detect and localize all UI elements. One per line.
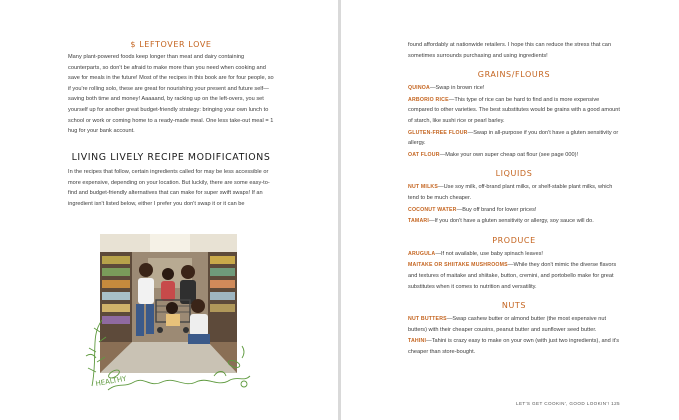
arugula-text: —If not available, use baby spinach leaves! — [435, 250, 543, 257]
coconut-water-term: COCONUT WATER — [408, 206, 457, 213]
tamari-text: —If you don't have a gluten sensitivity or allergy, soy sauce will do. — [428, 218, 594, 225]
gluten-free-flour-entry — [408, 128, 620, 149]
modifications-section — [68, 152, 274, 209]
nut-butters-term: NUT BUTTERS — [408, 316, 447, 323]
modifications-paragraph: In the recipes that follow, certain ingredients called for may be less accessible or more expensive, depending on your location. But luckily, there are some easy-to-find and budget-friendly alternatives that can make for super swift swaps! If an ingredient isn't listed below, either I prefer you don't swap it or it can be — [68, 169, 270, 207]
liquids-heading: LIQUIDS — [495, 169, 533, 179]
left-page — [0, 0, 338, 420]
nut-milks-term: NUT MILKS — [408, 184, 439, 191]
arborio-rice-entry — [408, 95, 620, 127]
tahini-entry — [408, 336, 620, 357]
mushrooms-term: MAITAKE OR SHIITAKE MUSHROOMS — [408, 262, 508, 269]
arborio-rice-text: —This type of rice can be hard to find and is more expensive compared to other varieties. The best substitutes would be grains with a good amount of starch, like sushi rice or pearl barley. — [408, 96, 620, 124]
nut-milks-entry — [408, 182, 620, 203]
gluten-free-flour-text: —Swap in all-purpose if you don't have a gluten sensitivity or allergy. — [408, 129, 619, 147]
grains-flours-heading: GRAINS/FLOURS — [477, 70, 551, 80]
oat-flour-entry — [408, 150, 620, 161]
healthy-doodle-text: HEALTHY — [94, 374, 128, 388]
nut-butters-text: —Swap cashew butter or almond butter (the most expensive nut butters) with their cheaper cousins, peanut butter and sunflower seed butter. — [408, 316, 607, 333]
oat-flour-term: OAT FLOUR — [408, 151, 440, 158]
nuts-heading: NUTS — [501, 301, 527, 311]
coconut-water-text: —Buy off brand for lower prices! — [456, 206, 537, 213]
mushrooms-text: —While they don't mimic the diverse flavors and textures of maitake and shiitake, button, cremini, and portobello make for great substitutes when it comes to nutrition and versatility. — [408, 262, 617, 290]
leftover-love-paragraph: Many plant-powered foods keep longer than meat and dairy containing counterparts, so don't be afraid to make more than you need when cooking and save for meals in the future! Most of the recipes in this book are for four people, so if you're rolling solo, these are great for nourishing your present and future self—saving both time and money! Aaaaand, by racking up on the left-overs, you set yourself up for another great budget-friendly strategy: bringing your own lunch to school or work or coming home to a ready-made meal. One less take-out meal = 1 hug for your bank account. — [68, 54, 274, 135]
healthy-doodle-illustration — [84, 316, 256, 394]
arugula-entry — [408, 249, 620, 260]
arugula-term: ARUGULA — [408, 250, 436, 257]
continued-paragraph: found affordably at nationwide retailers. I hope this can reduce the stress that can sometimes surrounds purchasing and using ingredients! — [408, 42, 612, 59]
tahini-text: —Tahini is crazy easy to make on your own (with just two ingredients), and it's cheaper than store-bought. — [408, 338, 620, 355]
page-footer: LET'S GET COOKIN', GOOD LOOKIN'! 125 — [516, 401, 620, 406]
oat-flour-text: —Make your own super cheap oat flour (see page 000)! — [439, 151, 579, 158]
coconut-water-entry — [408, 205, 620, 216]
quinoa-text: —Swap in brown rice! — [429, 85, 485, 92]
nut-butters-entry — [408, 314, 620, 335]
gluten-free-flour-term: GLUTEN-FREE FLOUR — [408, 129, 468, 136]
modifications-heading: LIVING LIVELY RECIPE MODIFICATIONS — [71, 152, 271, 163]
tamari-entry — [408, 216, 620, 227]
mushrooms-entry — [408, 260, 620, 292]
leftover-love-heading: $ LEFTOVER LOVE — [130, 40, 212, 49]
tamari-term: TAMARI — [408, 218, 429, 225]
nut-milks-text: —Use soy milk, off-brand plant milks, or shelf-stable plant milks, which tend to be much cheaper. — [408, 184, 613, 201]
quinoa-term: QUINOA — [408, 85, 430, 92]
produce-heading: PRODUCE — [492, 235, 536, 245]
right-page-content — [408, 40, 620, 358]
quinoa-entry — [408, 83, 620, 94]
leftover-section — [68, 40, 274, 137]
arborio-rice-term: ARBORIO RICE — [408, 96, 449, 103]
tahini-term: TAHINI — [408, 338, 427, 345]
